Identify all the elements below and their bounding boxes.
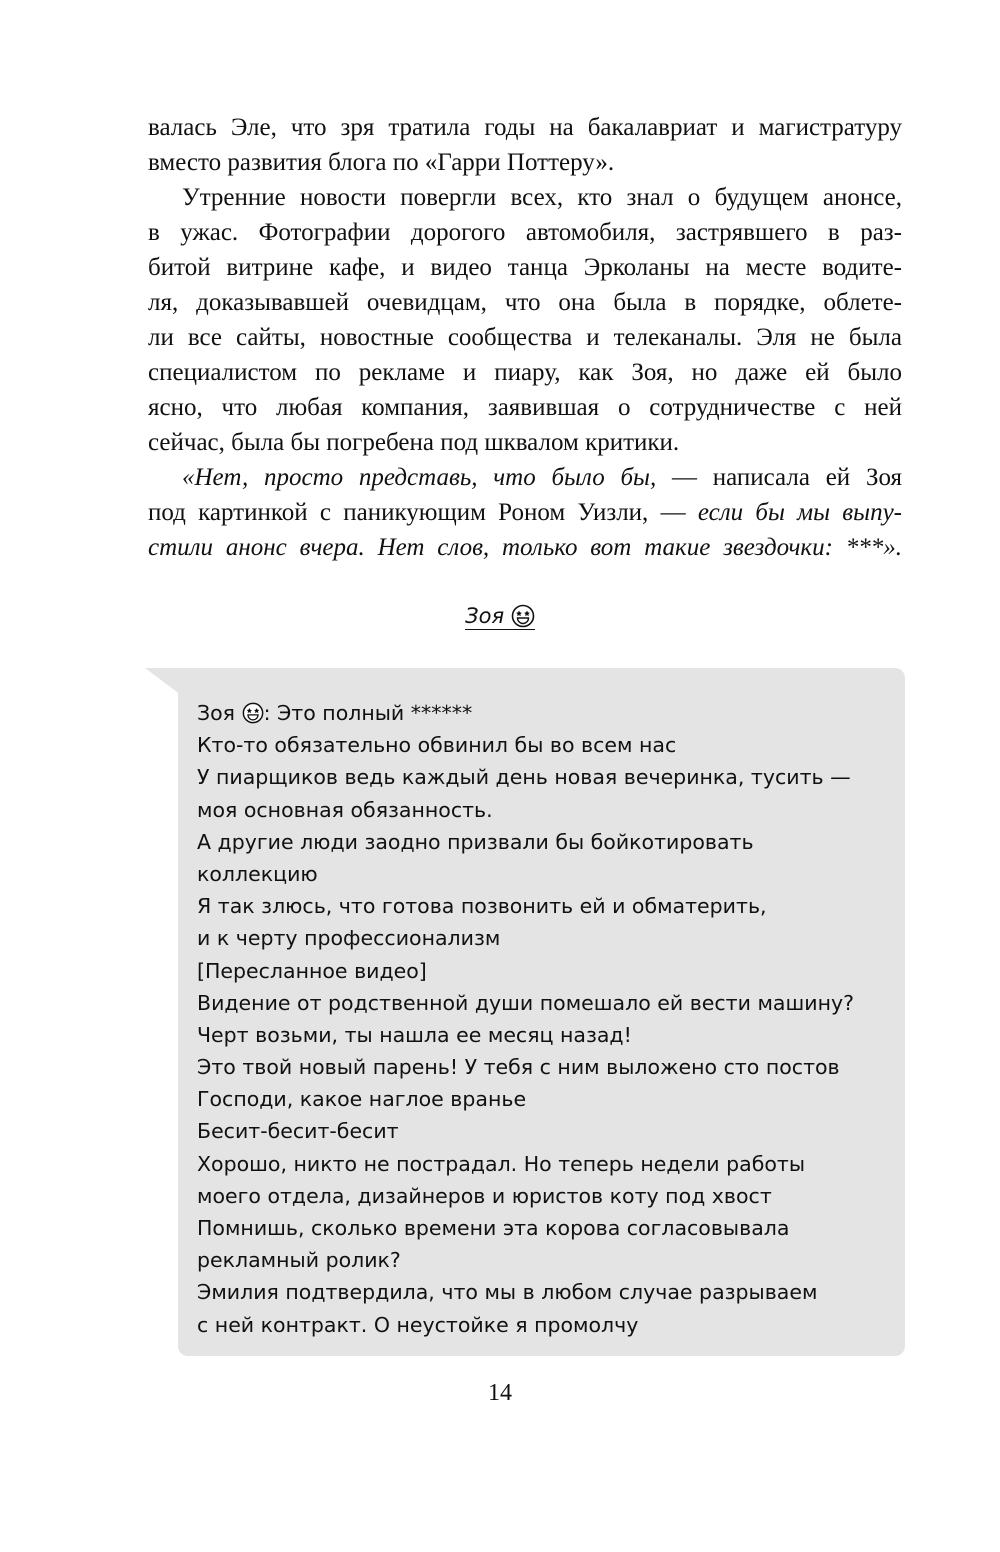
body-line: [148, 110, 902, 145]
chat-message-line: коллекцию: [197, 861, 318, 886]
body-line: [148, 530, 902, 565]
text-segment: в ужас. Фотографии дорогого автомобиля, застрявшего в раз-: [148, 219, 902, 246]
chat-message-line: Я так злюсь, что готова позвонить ей и обматерить,: [197, 894, 767, 919]
text-segment: сейчас, была бы погребена под шквалом критики.: [148, 429, 680, 456]
text-segment: ясно, что любая компания, заявившая о сотрудничестве с ней: [148, 394, 902, 421]
body-line: [148, 355, 902, 390]
body-text: [148, 110, 902, 565]
body-line: [148, 285, 902, 320]
chat-message-line: и к черту профессионализм: [197, 926, 501, 951]
star-struck-emoji-icon: [511, 604, 535, 628]
text-segment: Утренние новости повергли всех, кто знал о будущем анонсе,: [182, 184, 902, 211]
text-segment: «Нет, просто представь, что было бы,: [182, 464, 657, 491]
chat-message-line: Господи, какое наглое вранье: [197, 1087, 527, 1112]
chat-first-line: [197, 697, 854, 729]
body-line: [148, 180, 902, 215]
chat-message-line: Эмилия подтвердила, что мы в любом случае разрываем: [197, 1280, 818, 1305]
chat-message-line: Это твой новый парень! У тебя с ним выложено сто постов: [197, 1055, 840, 1080]
body-line: [148, 390, 902, 425]
chat-message-line: с ней контракт. О неустойке я промолчу: [197, 1312, 639, 1337]
text-segment: под картинкой с паникующим Роном Уизли, —: [148, 499, 698, 526]
sender-name: Зоя: [197, 701, 236, 725]
chat-message-line: А другие люди заодно призвали бы бойкотировать: [197, 829, 754, 854]
chat-heading-name: Зоя: [465, 604, 505, 628]
text-segment: ли все сайты, новостные сообщества и телеканалы. Эля не была: [148, 324, 902, 351]
text-segment: специалистом по рекламе и пиару, как Зоя, но даже ей было: [148, 359, 902, 386]
chat-message-line: [Пересланное видео]: [197, 958, 427, 983]
body-line: [148, 320, 902, 355]
page-number: 14: [488, 1380, 512, 1406]
text-segment: стили анонс вчера. Нет слов, только вот такие звездочки: ***».: [148, 534, 902, 561]
message-text: : Это полный ******: [263, 701, 473, 725]
body-line: [148, 495, 902, 530]
body-line: [148, 460, 902, 495]
body-line: [148, 145, 902, 180]
chat-message-line: моего отдела, дизайнеров и юристов коту под хвост: [197, 1183, 772, 1208]
star-struck-emoji-icon: [242, 702, 264, 724]
chat-message-line: Видение от родственной души помешало ей вести машину?: [197, 990, 854, 1015]
chat-heading: [0, 604, 1000, 630]
chat-message-line: Черт возьми, ты нашла ее месяц назад!: [197, 1022, 632, 1047]
text-segment: битой витрине кафе, и видео танца Эрколаны на месте водите-: [148, 254, 902, 281]
chat-message-line: У пиарщиков ведь каждый день новая вечеринка, тусить —: [197, 765, 851, 790]
body-line: [148, 250, 902, 285]
chat-message-line: Хорошо, никто не пострадал. Но теперь недели работы: [197, 1151, 806, 1176]
text-segment: валась Эле, что зря тратила годы на бакалавриат и магистратуру: [148, 114, 902, 141]
chat-message-line: Бесит-бесит-бесит: [197, 1119, 399, 1144]
chat-message-line: рекламный ролик?: [197, 1248, 401, 1273]
chat-message-line: Кто-то обязательно обвинил бы во всем нас: [197, 733, 677, 758]
body-line: [148, 215, 902, 250]
text-segment: — написала ей Зоя: [656, 464, 902, 491]
text-segment: вместо развития блога по «Гарри Поттеру».: [148, 149, 615, 176]
chat-messages: [197, 697, 854, 1341]
chat-message-line: Помнишь, сколько времени эта корова согласовывала: [197, 1216, 790, 1240]
chat-message-line: моя основная обязанность.: [197, 797, 493, 822]
text-segment: если бы мы выпу-: [697, 499, 903, 526]
body-line: [148, 425, 902, 460]
text-segment: ля, доказывавшей очевидцам, что она была в порядке, облете-: [148, 289, 902, 316]
